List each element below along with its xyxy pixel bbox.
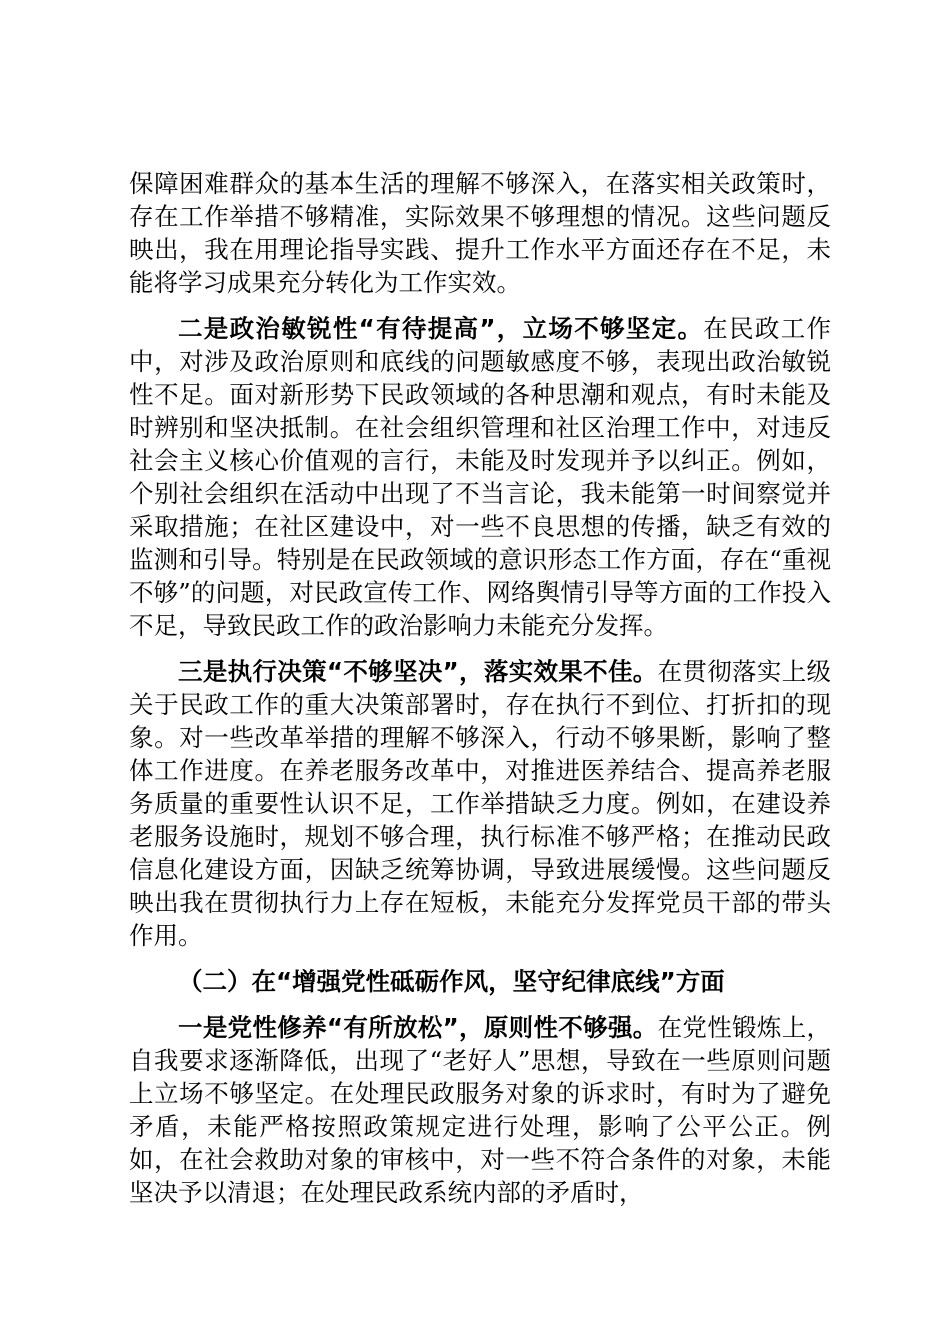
paragraph-point-party-spirit	[129, 1011, 831, 1209]
paragraph-text: 保障困难群众的基本生活的理解不够深入，在落实相关政策时，存在工作举措不够精准，实际效果不够理想的情况。这些问题反映出，我在用理论指导实践、提升工作水平方面还存在不足，未能将学习成果充分转化为工作实效。	[129, 169, 831, 297]
section-heading-text: （二）在“增强党性砥砺作风，坚守纪律底线”方面	[178, 967, 725, 996]
paragraph-point-decision-execution	[129, 655, 831, 952]
paragraph-text: 在贯彻落实上级关于民政工作的重大决策部署时，存在执行不到位、打折扣的现象。对一些改革举措的理解不够深入，行动不够果断，影响了整体工作进度。在养老服务改革中，对推进医养结合、提高养老服务质量的重要性认识不足，工作举措缺乏力度。例如，在建设养老服务设施时，规划不够合理，执行标准不够严格；在推动民政信息化建设方面，因缺乏统筹协调，导致进展缓慢。这些问题反映出我在贯彻执行力上存在短板，未能充分发挥党员干部的带头作用。	[129, 657, 832, 950]
paragraph-continuation	[129, 167, 831, 299]
paragraph-text: 在民政工作中，对涉及政治原则和底线的问题敏感度不够，表现出政治敏锐性不足。面对新形势下民政领域的各种思潮和观点，有时未能及时辨别和坚决抵制。在社会组织管理和社区治理工作中，对违反社会主义核心价值观的言行，未能及时发现并予以纠正。例如，个别社会组织在活动中出现了不当言论，我未能第一时间察觉并采取措施；在社区建设中，对一些不良思想的传播，缺乏有效的监测和引导。特别是在民政领域的意识形态工作方面，存在“重视不够”的问题，对民政宣传工作、网络舆情引导等方面的工作投入不足，导致民政工作的政治影响力未能充分发挥。	[129, 314, 832, 640]
paragraph-lead: 二是政治敏锐性“有待提高”，立场不够坚定。	[178, 314, 704, 343]
paragraph-lead: 三是执行决策“不够坚决”，落实效果不佳。	[178, 657, 658, 686]
document-page	[129, 167, 831, 1222]
paragraph-point-political-sensitivity	[129, 312, 831, 642]
section-heading	[129, 965, 831, 998]
paragraph-text: 在党性锻炼上，自我要求逐渐降低，出现了“老好人”思想，导致在一些原则问题上立场不够坚定。在处理民政服务对象的诉求时，有时为了避免矛盾，未能严格按照政策规定进行处理，影响了公平公正。例如，在社会救助对象的审核中，对一些不符合条件的对象，未能坚决予以清退；在处理民政系统内部的矛盾时，	[129, 1013, 832, 1207]
paragraph-lead: 一是党性修养“有所放松”，原则性不够强。	[178, 1013, 658, 1042]
